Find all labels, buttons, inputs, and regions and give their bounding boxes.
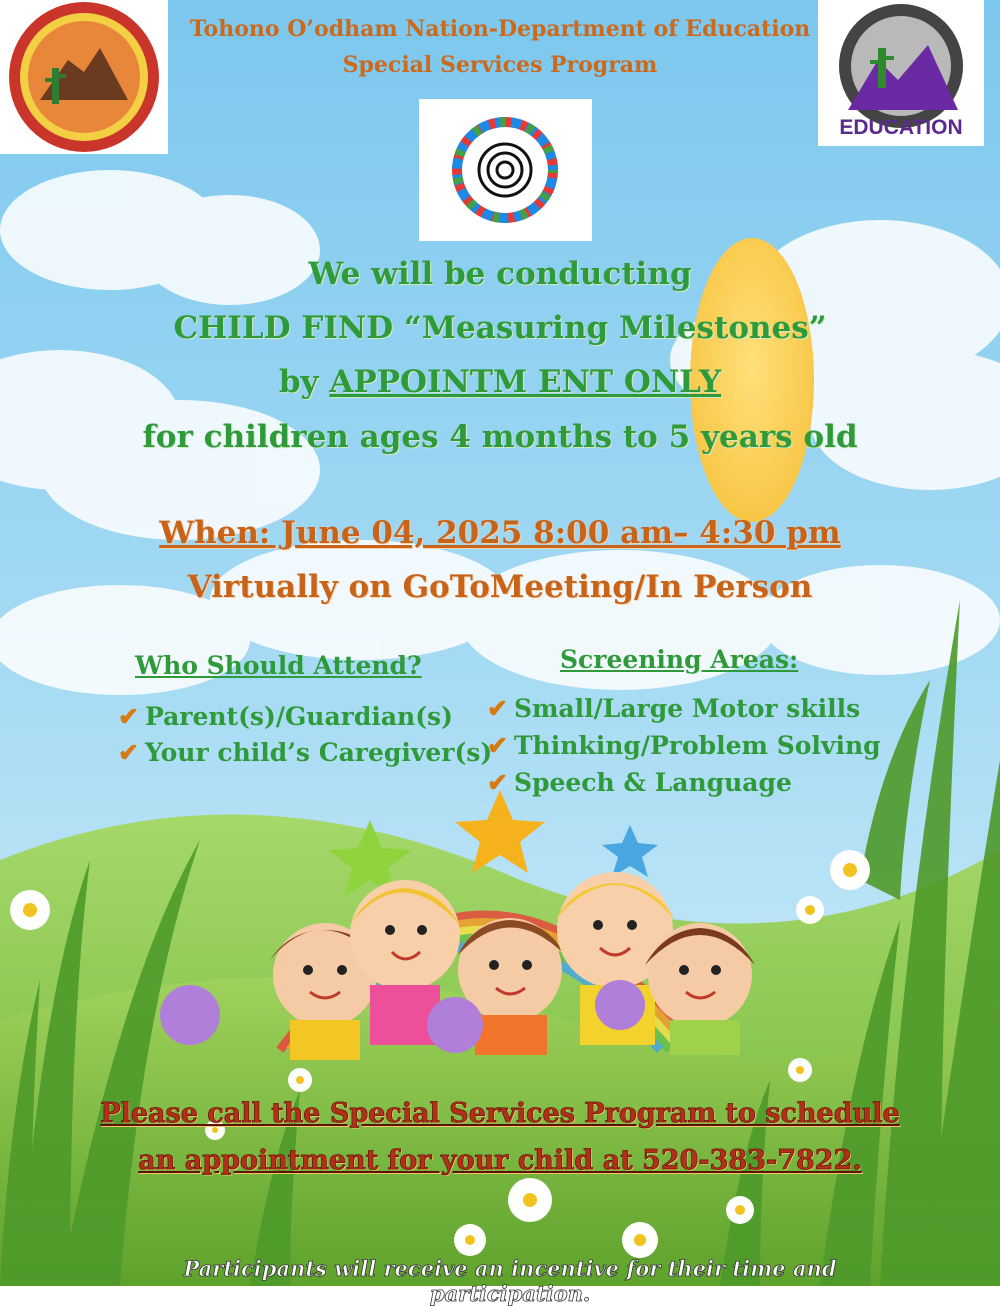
appointment-only-emphasis: APPOINTM ENT ONLY	[329, 364, 722, 400]
education-logo-text: EDUCATION	[839, 116, 963, 139]
call-to-action-line-1: Please call the Special Services Program to schedule	[100, 1098, 900, 1129]
check-icon: ✔	[118, 738, 139, 767]
screening-item-label: Speech & Language	[513, 768, 792, 797]
incentive-footer: Participants will receive an incentive for their time and participation.	[183, 1256, 837, 1306]
intro-line-3-prefix: by	[278, 364, 330, 400]
event-where: Virtually on GoToMeeting/In Person	[187, 569, 813, 605]
attend-heading: Who Should Attend?	[135, 651, 422, 680]
header-organization: Tohono O’odham Nation-Department of Education	[189, 16, 811, 42]
check-icon: ✔	[487, 731, 508, 760]
screening-item-label: Small/Large Motor skills	[513, 694, 861, 723]
check-icon: ✔	[487, 768, 508, 797]
screening-item	[487, 694, 860, 723]
attend-item	[118, 738, 492, 767]
call-to-action-line-2: an appointment for your child at 520-383-7822.	[138, 1145, 862, 1176]
attend-item	[118, 702, 453, 731]
screening-item-label: Thinking/Problem Solving	[513, 731, 881, 760]
event-when: When: June 04, 2025 8:00 am– 4:30 pm	[159, 515, 841, 551]
header-program: Special Services Program	[342, 52, 658, 78]
check-icon: ✔	[487, 694, 508, 723]
intro-line-2: CHILD FIND “Measuring Milestones”	[173, 310, 827, 346]
intro-line-1: We will be conducting	[308, 256, 692, 292]
screening-item	[487, 731, 881, 760]
screening-heading: Screening Areas:	[560, 645, 799, 674]
intro-line-3	[0, 364, 1000, 400]
screening-item	[487, 768, 792, 797]
special-services-program-logo-icon	[419, 99, 592, 241]
intro-line-4: for children ages 4 months to 5 years old	[142, 419, 858, 455]
check-icon: ✔	[118, 702, 139, 731]
attend-item-label: Your child’s Caregiver(s)	[144, 738, 493, 767]
attend-item-label: Parent(s)/Guardian(s)	[144, 702, 453, 731]
